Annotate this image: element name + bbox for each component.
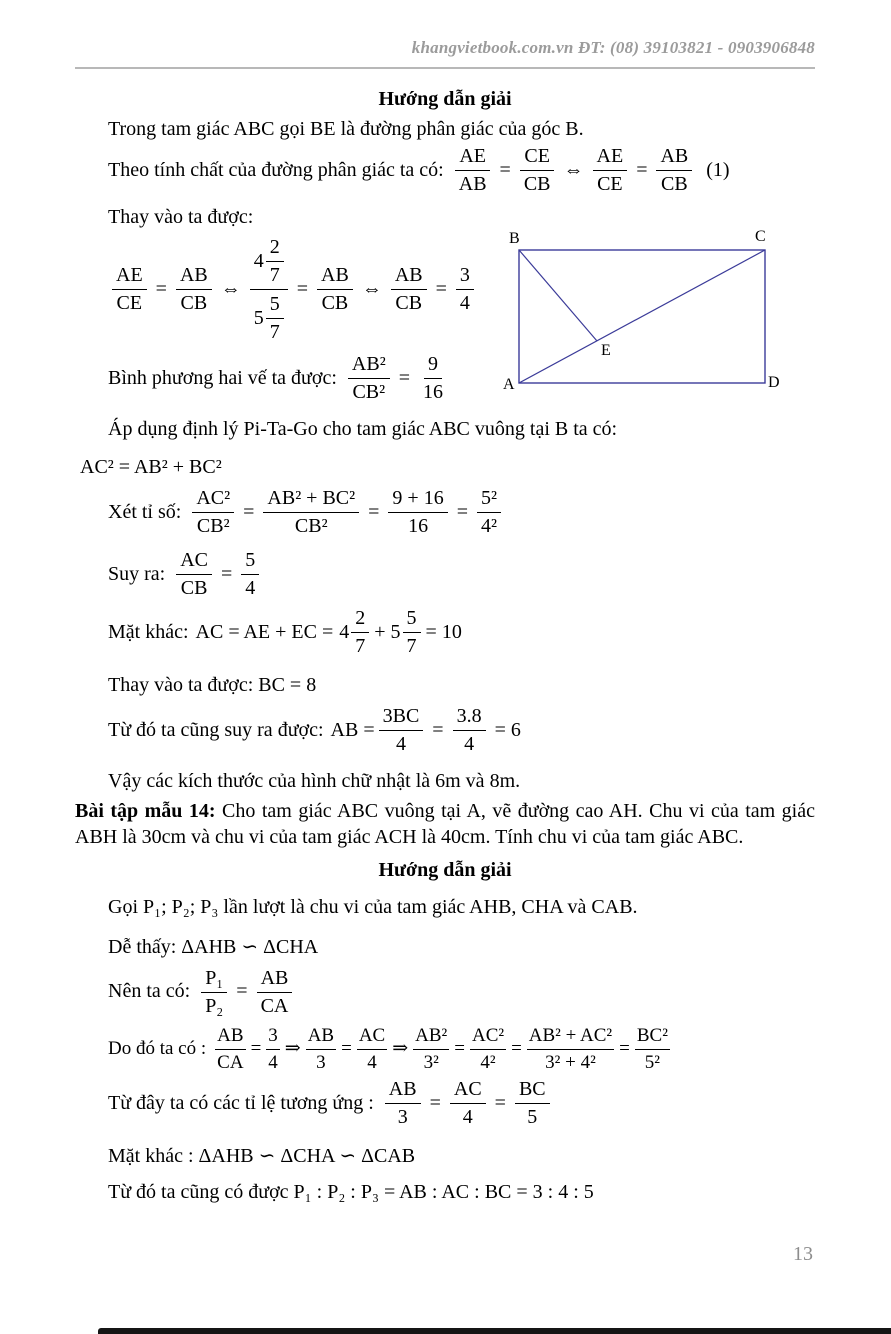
numerator: AB [215, 1024, 245, 1050]
whole-number: 4 [253, 249, 264, 272]
mixed-number [339, 606, 369, 658]
math-text: Bình phương hai vế ta được: [108, 366, 337, 389]
whole-number: 5 [390, 620, 401, 643]
exercise-statement [75, 798, 815, 851]
operator: = [636, 158, 648, 181]
fraction [112, 263, 147, 315]
denominator: CB [395, 292, 423, 314]
paragraph: Từ đó ta cũng có được P₁ : P₂ : P₃ = AB : AC : BC = 3 : 4 : 5 [108, 1181, 594, 1204]
denominator: 4 [459, 292, 470, 314]
math-text: Nên ta có: [108, 980, 191, 1003]
figure-label-d: D [768, 374, 780, 391]
numerator: BC² [635, 1024, 670, 1050]
figure-label-c: C [755, 228, 766, 245]
math-line [75, 606, 815, 658]
equation-tag: (1) [706, 158, 730, 181]
numerator: AB² + BC² [263, 486, 359, 513]
scan-edge [98, 1328, 891, 1334]
operator: = [429, 1091, 441, 1114]
fraction [593, 144, 628, 196]
denominator: 7 [269, 264, 280, 286]
paragraph: Trong tam giác ABC gọi BE là đường phân giác của góc B. [108, 118, 584, 140]
fraction [263, 486, 359, 538]
numerator: AE [593, 144, 628, 171]
fraction [515, 1077, 550, 1129]
denominator: CB [321, 292, 349, 314]
math-text: = 6 [494, 718, 521, 741]
fraction [176, 263, 212, 315]
numerator: AB² + AC² [527, 1024, 614, 1050]
fraction [456, 263, 474, 315]
numerator: AC [357, 1024, 387, 1050]
denominator: 16 [408, 515, 429, 537]
numerator: AB [385, 1077, 421, 1104]
math-line [75, 144, 815, 196]
denominator: CE [597, 173, 623, 195]
fraction [250, 234, 288, 344]
denominator: CB [523, 173, 551, 195]
math-line [75, 1077, 815, 1129]
math-line [75, 1024, 815, 1074]
denominator: 4 [462, 1106, 473, 1129]
operator: = [221, 562, 233, 585]
exercise-label: Bài tập mẫu 14: [75, 800, 216, 822]
fraction [450, 1077, 486, 1129]
numerator: 5 [403, 606, 421, 633]
operator: ⇔ [563, 158, 584, 181]
operator: ⇔ [361, 277, 382, 300]
fraction [192, 486, 234, 538]
denominator: AB [458, 173, 487, 195]
numerator: CE [520, 144, 554, 171]
page-number: 13 [793, 1243, 813, 1265]
numerator: AB [317, 263, 353, 290]
numerator: 9 + 16 [388, 486, 447, 513]
math-text: AB = [330, 718, 375, 741]
fraction [351, 606, 369, 658]
denominator: 4 [464, 733, 475, 755]
numerator: AB [656, 144, 692, 171]
numerator: 3BC [379, 704, 424, 731]
denominator: 3 [316, 1051, 326, 1073]
operator: = [243, 500, 255, 523]
denominator: CB [661, 173, 688, 195]
operator: = [398, 366, 410, 389]
operator: = [494, 1091, 506, 1114]
denominator: 7 [269, 321, 280, 343]
denominator: P₂ [205, 994, 224, 1017]
denominator: 4 [367, 1051, 377, 1073]
math-text: AC = AE + EC = [195, 620, 334, 643]
fraction [635, 1024, 670, 1074]
paragraph: Dễ thấy: ΔAHB ∽ ΔCHA [108, 935, 319, 958]
numerator: AC [450, 1077, 486, 1104]
fraction [477, 486, 501, 538]
numerator: AC² [470, 1024, 506, 1050]
math-line [75, 704, 815, 756]
operator: ⇒ [284, 1038, 301, 1060]
fraction [306, 1024, 336, 1074]
denominator: 5² [644, 1051, 660, 1073]
fraction [455, 144, 491, 196]
fraction [357, 1024, 387, 1074]
denominator: CB² [352, 381, 386, 403]
operator: = [236, 980, 248, 1003]
operator: = [296, 277, 309, 300]
fraction [470, 1024, 506, 1074]
fraction [413, 1024, 449, 1074]
geometry-figure [505, 228, 790, 400]
paragraph: Thay vào ta được: BC = 8 [108, 674, 317, 696]
numerator: AB [306, 1024, 336, 1050]
numerator: 3 [456, 263, 474, 290]
math-text: Suy ra: [108, 562, 166, 585]
math-line [75, 486, 815, 538]
paragraph: Vậy các kích thước của hình chữ nhật là 6m và 8m. [108, 770, 521, 792]
fraction [266, 292, 284, 344]
fraction [241, 548, 259, 600]
section-title: Hướng dẫn giải [378, 88, 512, 110]
fraction [656, 144, 692, 196]
denominator: CA [217, 1051, 244, 1073]
math-text: Từ đây ta có các tỉ lệ tương ứng : [108, 1091, 374, 1114]
operator: = [456, 500, 468, 523]
fraction [385, 1077, 421, 1129]
numerator: AB² [413, 1024, 449, 1050]
denominator: 3² + 4² [545, 1051, 596, 1073]
math-text: Mặt khác: [108, 620, 189, 643]
fraction [527, 1024, 614, 1074]
fraction [176, 548, 212, 600]
numerator: AC [176, 548, 212, 575]
numerator: 3 [266, 1024, 280, 1050]
denominator: 7 [355, 635, 366, 657]
numerator: 5 [241, 548, 259, 575]
operator: = [250, 1037, 262, 1059]
fraction [379, 704, 424, 756]
denominator: CE [116, 292, 143, 314]
operator: = [155, 277, 167, 300]
paragraph: Mặt khác : ΔAHB ∽ ΔCHA ∽ ΔCAB [108, 1145, 416, 1168]
fraction [348, 352, 390, 404]
denominator: CB [180, 292, 208, 314]
operator: = [368, 500, 380, 523]
mixed-number [254, 235, 284, 287]
numerator [250, 234, 288, 290]
operator: = [435, 277, 447, 300]
mixed-number [391, 606, 421, 658]
fraction [453, 704, 486, 756]
fraction [266, 1024, 280, 1074]
denominator: CB² [294, 515, 328, 537]
denominator: 7 [406, 635, 417, 657]
paragraph: Thay vào ta được: [108, 206, 254, 228]
exercise-text: Cho tam giác ABC vuông tại A, vẽ đường cao AH. Chu vi của tam giác ABH là 30cm và chu vi của tam giác ACH là 40cm. Tính chu vi của tam giác ABC. [75, 800, 815, 849]
denominator: 4 [245, 577, 256, 599]
fraction [403, 606, 421, 658]
fraction [317, 263, 353, 315]
numerator: AB² [348, 352, 390, 379]
fraction [215, 1024, 245, 1074]
operator: = [499, 158, 511, 181]
numerator: 3.8 [453, 704, 486, 731]
denominator: CB [180, 577, 208, 599]
operator: = [619, 1037, 630, 1059]
fraction [257, 966, 293, 1018]
denominator: 5 [527, 1106, 538, 1129]
fraction [520, 144, 555, 196]
numerator: AE [455, 144, 490, 171]
equation: AC² = AB² + BC² [80, 456, 222, 478]
section-title: Hướng dẫn giải [378, 858, 512, 881]
operator: = [432, 718, 444, 741]
paragraph: Áp dụng định lý Pi-Ta-Go cho tam giác ABC vuông tại B ta có: [108, 418, 618, 440]
figure-label-e: E [601, 342, 611, 359]
figure-label-a: A [503, 376, 515, 393]
fraction [419, 352, 447, 404]
operator: = [454, 1037, 465, 1059]
whole-number: 5 [253, 306, 264, 329]
numerator: 5 [266, 292, 284, 319]
denominator: CA [260, 994, 289, 1017]
math-line [75, 966, 815, 1018]
numerator: AB [391, 263, 427, 290]
operator: ⇔ [220, 277, 241, 300]
math-text: Do đó ta có : [108, 1037, 207, 1059]
math-text: Từ đó ta cũng suy ra được: [108, 718, 324, 741]
numerator: P₁ [201, 966, 227, 993]
denominator: 4² [480, 515, 497, 537]
numerator: AB [176, 263, 212, 290]
numerator: BC [515, 1077, 550, 1104]
numerator: AB [257, 966, 293, 993]
header-text: khangvietbook.com.vn ĐT: (08) 39103821 - 0903906848 [411, 38, 815, 57]
math-text: Theo tính chất của đường phân giác ta có: [108, 158, 444, 181]
denominator: 3 [397, 1106, 408, 1129]
operator: = [511, 1037, 522, 1059]
denominator: 4 [395, 733, 406, 755]
figure-label-b: B [509, 230, 520, 247]
operator: = [341, 1037, 352, 1059]
numerator: AE [112, 263, 147, 290]
fraction [388, 486, 447, 538]
rectangle-diagram [505, 228, 790, 400]
paragraph: Gọi P₁; P₂; P₃ lần lượt là chu vi của tam giác AHB, CHA và CAB. [108, 895, 638, 918]
fraction [391, 263, 427, 315]
denominator: 4² [480, 1051, 496, 1073]
page-header [75, 38, 815, 69]
denominator: 4 [268, 1051, 278, 1073]
numerator: 2 [266, 235, 284, 262]
denominator: 16 [422, 381, 443, 403]
numerator: AC² [192, 486, 234, 513]
segment-be [519, 250, 597, 341]
operator: ⇒ [392, 1038, 409, 1060]
operator: + [374, 620, 386, 643]
diagonal-ac [519, 250, 765, 383]
math-text: = 10 [425, 620, 462, 643]
math-line [75, 548, 815, 600]
fraction [266, 235, 284, 287]
math-text: Xét tỉ số: [108, 500, 182, 523]
whole-number: 4 [339, 620, 350, 643]
numerator: 5² [477, 486, 501, 513]
denominator: 3² [423, 1051, 439, 1073]
denominator [250, 290, 288, 344]
numerator: 9 [424, 352, 442, 379]
mixed-number [254, 292, 284, 344]
denominator: CB² [196, 515, 230, 537]
numerator: 2 [351, 606, 369, 633]
fraction [201, 966, 227, 1018]
